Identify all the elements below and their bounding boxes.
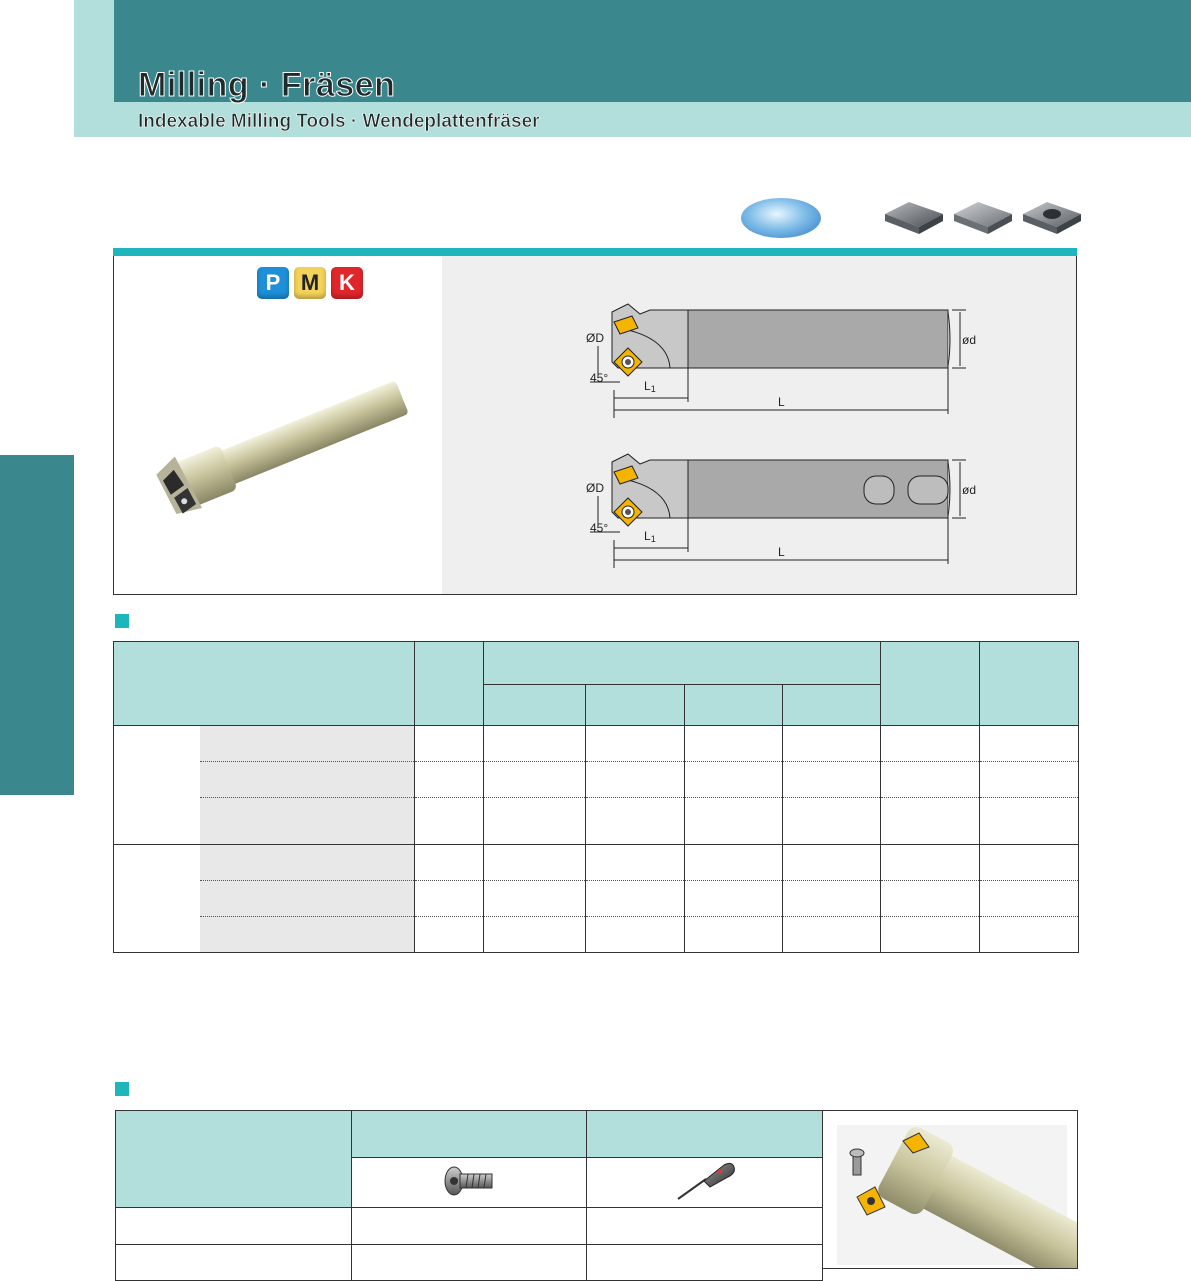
torx-key-icon <box>670 1159 740 1203</box>
dia-small-label: ød <box>962 333 977 347</box>
table-row <box>114 762 1079 798</box>
l1-label: L <box>644 529 651 543</box>
header-cell <box>979 642 1078 726</box>
angle-label: 45° <box>590 371 609 385</box>
header-cell <box>586 685 684 726</box>
table-row <box>114 881 1079 917</box>
header-cell <box>782 685 880 726</box>
angle-label: 45° <box>590 521 609 535</box>
section-marker <box>115 1082 129 1096</box>
table-cell <box>351 1245 587 1281</box>
spare-parts-table <box>115 1110 823 1281</box>
tool-drawing-weldon <box>580 440 1000 575</box>
insert-hole-icon <box>1021 200 1083 236</box>
assembly-photo <box>823 1111 1077 1268</box>
page-subtitle: Indexable Milling Tools · Wendeplattenfräser <box>138 111 540 132</box>
table-row <box>114 798 1079 845</box>
header-cell <box>114 642 415 726</box>
table-cell <box>116 1208 352 1245</box>
table-cell <box>587 1208 823 1245</box>
table-cell <box>351 1208 587 1245</box>
material-k-badge: K <box>331 267 363 299</box>
coating-oval-icon <box>741 198 821 238</box>
header-cell <box>351 1111 587 1158</box>
group-cell <box>114 726 200 845</box>
table-row <box>114 845 1079 881</box>
l-label: L <box>778 545 785 559</box>
dia-big-label: ØD <box>586 481 604 495</box>
header-cell <box>484 685 586 726</box>
l-label: L <box>778 395 785 409</box>
header-cell <box>880 642 979 726</box>
assembly-photo-box <box>823 1110 1078 1269</box>
header-cell <box>415 642 484 726</box>
svg-text:L1 <box>644 529 656 544</box>
table-row <box>114 726 1079 762</box>
side-tab <box>0 455 74 795</box>
section-marker <box>115 614 129 628</box>
material-p-badge: P <box>257 267 289 299</box>
torx-screw-icon <box>442 1164 496 1198</box>
dia-small-label: ød <box>962 483 977 497</box>
group-cell <box>114 845 200 953</box>
dia-big-label: ØD <box>586 331 604 345</box>
table-cell <box>587 1245 823 1281</box>
page-title: Milling · Fräsen <box>138 66 396 104</box>
tool-drawing-cylindrical <box>580 290 1000 425</box>
table-row <box>114 917 1079 953</box>
section-rule <box>113 248 1077 256</box>
header-cell <box>116 1111 352 1208</box>
header-cell <box>484 642 880 685</box>
insert-flat-icon <box>883 200 945 236</box>
header-cell <box>684 685 782 726</box>
dimensions-table <box>113 641 1079 953</box>
table-cell <box>116 1245 352 1281</box>
material-m-badge: M <box>294 267 326 299</box>
insert-chamfer-icon <box>952 200 1014 236</box>
l1-sub: 1 <box>650 384 656 394</box>
l1-label: L <box>644 379 651 393</box>
l1-sub: 1 <box>650 534 656 544</box>
product-photo <box>148 365 416 525</box>
screw-cell <box>351 1158 587 1208</box>
svg-text:L1 <box>644 379 656 394</box>
key-cell <box>587 1158 823 1208</box>
header-cell <box>587 1111 823 1158</box>
